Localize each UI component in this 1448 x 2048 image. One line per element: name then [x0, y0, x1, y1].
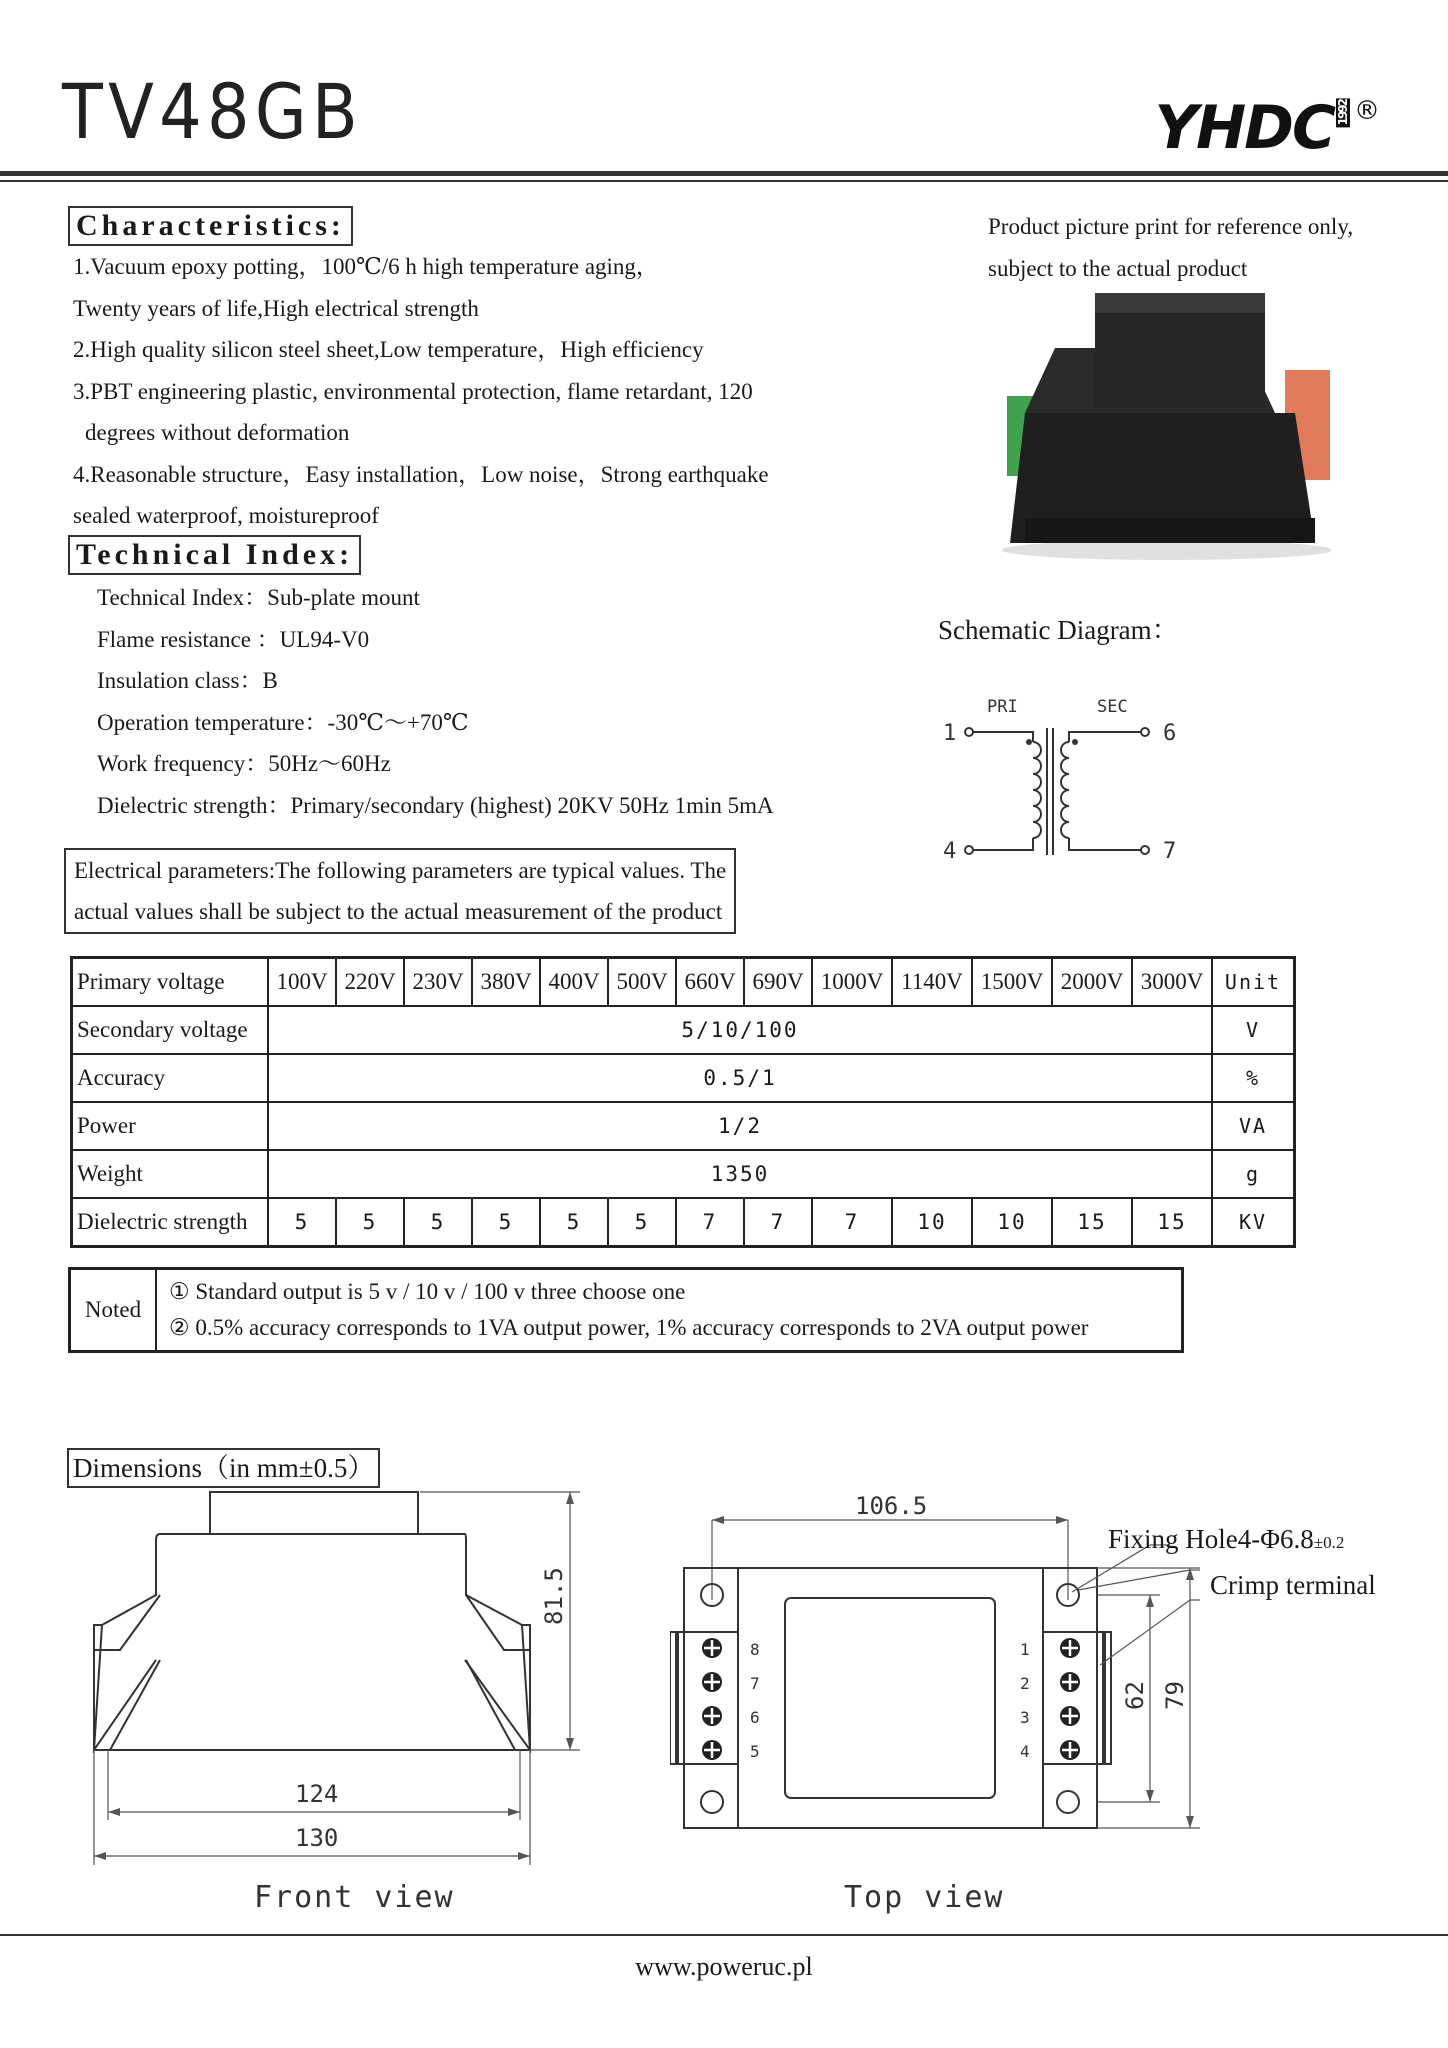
electrical-note-line: actual values shall be subject to the actual measurement of the product: [74, 899, 723, 924]
schematic-pin-4: 4: [943, 839, 957, 864]
unit-cell: V: [1212, 1006, 1295, 1054]
table-cell: 3000V: [1132, 958, 1212, 1007]
characteristics-line: 3.PBT engineering plastic, environmental protection, flame retardant, 120: [73, 378, 753, 404]
document-title: TV48GB: [62, 67, 364, 156]
table-row-dielectric-strength: [72, 1198, 1295, 1247]
table-row-weight: [72, 1150, 1295, 1198]
front-view-drawing: [80, 1480, 600, 1890]
table-cell: 7: [676, 1198, 744, 1247]
technical-line: Flame resistance ：UL94-V0: [97, 626, 370, 652]
registered-mark: ®: [1354, 96, 1378, 126]
schematic-diagram: [935, 690, 1195, 870]
front-height-dim: 81.5: [540, 1567, 568, 1625]
table-cell: 500V: [608, 958, 676, 1007]
technical-line: Work frequency：50Hz～60Hz: [97, 751, 391, 776]
technical-line: Dielectric strength：Primary/secondary (highest) 20KV 50Hz 1min 5mA: [97, 792, 774, 818]
logo-year: 1992: [1336, 100, 1350, 126]
logo-text: YHDC: [1154, 93, 1334, 163]
top-view-label: Top view: [844, 1880, 1005, 1915]
footer-url[interactable]: www.poweruc.pl: [635, 1952, 813, 1981]
top-pin-5: 5: [750, 1742, 760, 1761]
table-cell: 1/2: [268, 1102, 1212, 1150]
table-row-power: [72, 1102, 1295, 1150]
product-note-line: subject to the actual product: [988, 255, 1248, 281]
unit-cell: KV: [1212, 1198, 1295, 1247]
table-cell: 230V: [404, 958, 472, 1007]
brand-logo: [1154, 93, 1379, 163]
table-cell: 1000V: [812, 958, 892, 1007]
table-cell: 7: [812, 1198, 892, 1247]
dimensions-heading: Dimensions（in mm±0.5）: [67, 1448, 380, 1488]
front-outer-width-dim: 130: [295, 1824, 339, 1852]
unit-cell: %: [1212, 1054, 1295, 1102]
crimp-terminal-callout: Crimp terminal: [1210, 1570, 1376, 1600]
fixing-hole-callout: [1108, 1524, 1344, 1555]
table-cell: 400V: [540, 958, 608, 1007]
schematic-pin-6: 6: [1163, 721, 1177, 746]
electrical-note: [64, 848, 736, 934]
table-cell: 100V: [268, 958, 336, 1007]
noted-line: ① Standard output is 5 v / 10 v / 100 v three choose one: [169, 1279, 686, 1304]
noted-label: Noted: [70, 1269, 157, 1352]
footer-rule: [0, 1934, 1448, 1936]
unit-cell: Unit: [1212, 958, 1295, 1007]
table-cell: 5: [404, 1198, 472, 1247]
characteristics-line: 1.Vacuum epoxy potting，100℃/6 h high temperature aging，: [73, 254, 659, 279]
front-view-label: Front view: [254, 1880, 455, 1915]
product-note: [988, 206, 1353, 289]
row-label: Weight: [72, 1150, 269, 1198]
characteristics-line: 4.Reasonable structure，Easy installation，Low noise，Strong earthquake: [73, 461, 769, 487]
row-label: Primary voltage: [72, 958, 269, 1007]
top-pin-4: 4: [1020, 1742, 1030, 1761]
top-pin-2: 2: [1020, 1674, 1030, 1693]
front-inner-width-dim: 124: [295, 1780, 339, 1808]
table-cell: 2000V: [1052, 958, 1132, 1007]
top-pin-8: 8: [750, 1640, 760, 1659]
table-row-secondary-voltage: [72, 1006, 1295, 1054]
table-cell: 0.5/1: [268, 1054, 1212, 1102]
table-cell: 5: [608, 1198, 676, 1247]
characteristics-line: Twenty years of life,High electrical strength: [73, 295, 479, 321]
table-cell: 380V: [472, 958, 540, 1007]
electrical-note-line: Electrical parameters:The following parameters are typical values. The: [74, 858, 727, 883]
header-rule: [0, 171, 1448, 176]
header-rule-thin: [0, 180, 1448, 182]
characteristics-heading: Characteristics:: [68, 206, 353, 246]
top-pin-7: 7: [750, 1674, 760, 1693]
table-cell: 5: [268, 1198, 336, 1247]
top-width-dim: 106.5: [855, 1492, 928, 1520]
table-cell: 1140V: [892, 958, 972, 1007]
unit-cell: VA: [1212, 1102, 1295, 1150]
unit-cell: g: [1212, 1150, 1295, 1198]
table-cell: 5: [472, 1198, 540, 1247]
technical-line: Operation temperature：-30℃～+70℃: [97, 709, 469, 735]
schematic-title: Schematic Diagram：: [938, 615, 1179, 645]
table-cell: 660V: [676, 958, 744, 1007]
table-cell: 690V: [744, 958, 812, 1007]
top-pin-1: 1: [1020, 1640, 1030, 1659]
table-row: [70, 1269, 1183, 1352]
technical-line: Insulation class：B: [97, 668, 278, 693]
schematic-pri-label: PRI: [987, 697, 1018, 717]
table-row-primary-voltage: [72, 958, 1295, 1007]
top-pin-3: 3: [1020, 1708, 1030, 1727]
row-label: Secondary voltage: [72, 1006, 269, 1054]
noted-table: [68, 1267, 1184, 1353]
table-cell: 15: [1132, 1198, 1212, 1247]
top-pin-6: 6: [750, 1708, 760, 1727]
table-cell: 10: [972, 1198, 1052, 1247]
schematic-pin-1: 1: [943, 721, 957, 746]
fixing-hole-label: Fixing Hole4-Φ6.8: [1108, 1524, 1314, 1554]
fixing-hole-tolerance: ±0.2: [1313, 1533, 1345, 1552]
characteristics-line: degrees without deformation: [85, 420, 350, 445]
product-note-line: Product picture print for reference only,: [988, 214, 1354, 239]
table-row-accuracy: [72, 1054, 1295, 1102]
table-cell: 15: [1052, 1198, 1132, 1247]
table-cell: 1500V: [972, 958, 1052, 1007]
noted-content: [156, 1269, 1183, 1352]
row-label: Power: [72, 1102, 269, 1150]
table-cell: 220V: [336, 958, 404, 1007]
top-outer-dim: 79: [1161, 1681, 1189, 1710]
table-cell: 1350: [268, 1150, 1212, 1198]
schematic-sec-label: SEC: [1097, 697, 1128, 717]
top-inner-dim: 62: [1121, 1681, 1149, 1710]
table-cell: 5: [540, 1198, 608, 1247]
technical-line: Technical Index：Sub-plate mount: [97, 585, 420, 610]
table-cell: 10: [892, 1198, 972, 1247]
row-label: Dielectric strength: [72, 1198, 269, 1247]
noted-line: ② 0.5% accuracy corresponds to 1VA output power, 1% accuracy corresponds to 2VA output power: [169, 1315, 1089, 1340]
parameters-table: [70, 956, 1296, 1248]
characteristics-line: sealed waterproof, moistureproof: [73, 503, 379, 528]
characteristics-list: [73, 246, 769, 537]
row-label: Accuracy: [72, 1054, 269, 1102]
characteristics-line: 2.High quality silicon steel sheet,Low temperature，High efficiency: [73, 337, 704, 362]
table-cell: 5: [336, 1198, 404, 1247]
technical-heading: Technical Index:: [68, 535, 361, 575]
technical-list: [97, 577, 774, 826]
table-cell: 5/10/100: [268, 1006, 1212, 1054]
product-photo: [995, 288, 1340, 563]
table-cell: 7: [744, 1198, 812, 1247]
schematic-pin-7: 7: [1163, 839, 1177, 864]
